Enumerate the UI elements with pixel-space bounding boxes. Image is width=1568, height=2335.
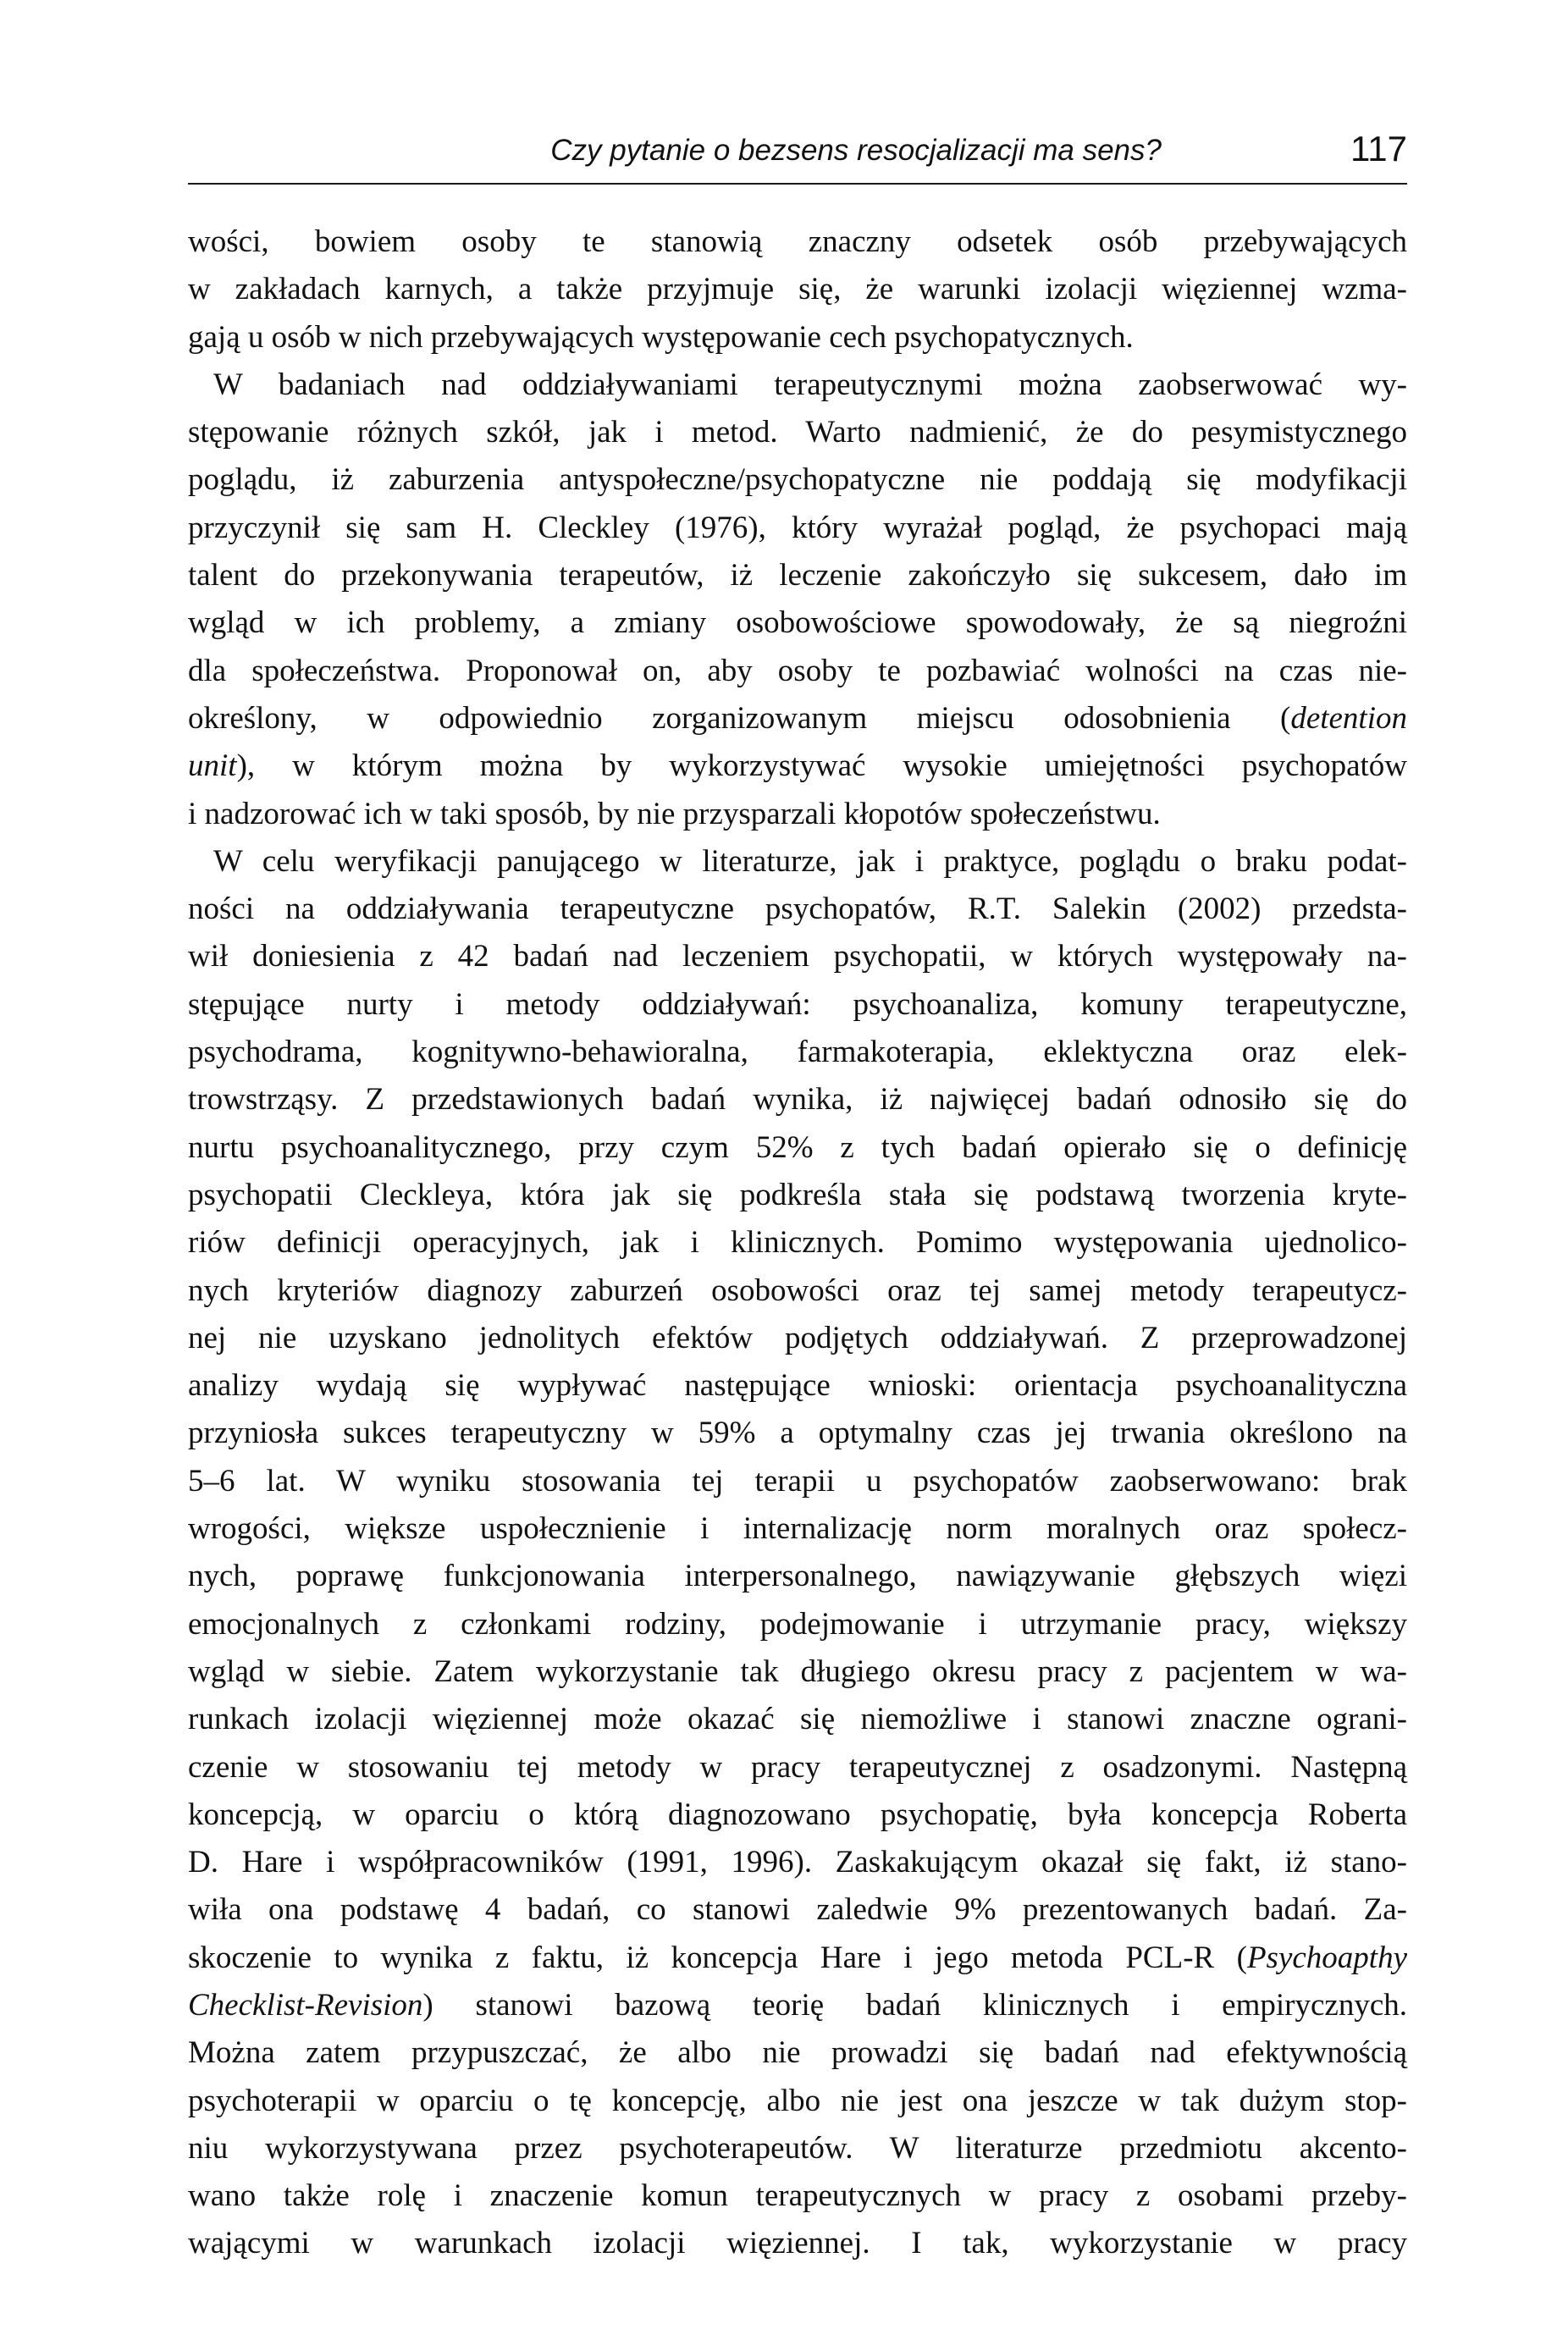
page-number: 117 [1350,129,1407,168]
text-line: emocjonalnych z członkami rodziny, podejmowanie i utrzymanie pracy, większy [188,1606,1407,1642]
text-line: nej nie uzyskano jednolitych efektów podjętych oddziaływań. Z przeprowadzonej [188,1320,1407,1355]
italic-term: detention [1290,700,1407,736]
text-line: wgląd w ich problemy, a zmiany osobowościowe spowodowały, że są niegroźni [188,605,1407,641]
italic-term: Checklist-Revision [188,1987,423,2023]
text-line: wości, bowiem osoby te stanowią znaczny odsetek osób przebywających [188,224,1407,259]
text-line: w zakładach karnych, a także przyjmuje się, że warunki izolacji więziennej wzma- [188,272,1407,307]
text-line: wiła ona podstawę 4 badań, co stanowi zaledwie 9% prezentowanych badań. Za- [188,1892,1407,1928]
text-line: riów definicji operacyjnych, jak i klinicznych. Pomimo występowania ujednolico- [188,1225,1407,1261]
text-line: niu wykorzystywana przez psychoterapeutów. W literaturze przedmiotu akcento- [188,2130,1407,2166]
running-header [188,129,1407,185]
text-line: 5–6 lat. W wyniku stosowania tej terapii u psychopatów zaobserwowano: brak [188,1463,1407,1499]
text-line: przyniosła sukces terapeutyczny w 59% a optymalny czas jej trwania określono na [188,1416,1407,1451]
text-line: stępujące nurty i metody oddziaływań: psychoanaliza, komuny terapeutyczne, [188,986,1407,1022]
text-line: W badaniach nad oddziaływaniami terapeutycznymi można zaobserwować wy- [213,367,1407,402]
italic-term: Psychoapthy [1246,1940,1407,1975]
text-line: koncepcją, w oparciu o którą diagnozowano psychopatię, była koncepcja Roberta [188,1797,1407,1832]
text-line: psychoterapii w oparciu o tę koncepcję, albo nie jest ona jeszcze w tak dużym stop- [188,2083,1407,2118]
text-line [188,1982,1407,2029]
text-line: psychodrama, kognitywno-behawioralna, farmakoterapia, eklektyczna oraz elek- [188,1035,1407,1070]
text-line: wrogości, większe uspołecznienie i internalizację norm moralnych oraz społecz- [188,1511,1407,1547]
text-line: analizy wydają się wypływać następujące wnioski: orientacja psychoanalityczna [188,1368,1407,1404]
text-segment: skoczenie to wynika z faktu, iż koncepcja Hare i jego metoda PCL-R ( [188,1940,1247,1975]
text-line [188,695,1407,742]
text-line: przyczynił się sam H. Cleckley (1976), który wyrażał pogląd, że psychopaci mają [188,510,1407,545]
body-text [188,218,1407,2268]
text-line [188,742,1407,790]
text-line: ności na oddziaływania terapeutyczne psychopatów, R.T. Salekin (2002) przedsta- [188,891,1407,927]
text-line: psychopatii Cleckleya, która jak się podkreśla stała się podstawą tworzenia kryte- [188,1177,1407,1212]
text-segment: określony, w odpowiednio zorganizowanym miejscu odosobnienia ( [188,700,1291,736]
text-segment: ) stanowi bazową teorię badań klinicznych i empirycznych. [422,1987,1407,2023]
text-line: nych, poprawę funkcjonowania interpersonalnego, nawiązywanie głębszych więzi [188,1559,1407,1594]
text-line: trowstrząsy. Z przedstawionych badań wynika, iż najwięcej badań odnosiło się do [188,1082,1407,1118]
text-segment: ), w którym można by wykorzystywać wysokie umiejętności psychopatów [236,748,1407,784]
text-line: talent do przekonywania terapeutów, iż leczenie zakończyło się sukcesem, dało im [188,558,1407,593]
running-title: Czy pytanie o bezsens resocjalizacji ma sens? [550,134,1162,167]
text-line: wił doniesienia z 42 badań nad leczeniem psychopatii, w których występowały na- [188,939,1407,974]
text-line [188,1935,1407,1982]
text-line: stępowanie różnych szkół, jak i metod. Warto nadmienić, że do pesymistycznego [188,415,1407,450]
text-line: Można zatem przypuszczać, że albo nie prowadzi się badań nad efektywnością [188,2035,1407,2071]
text-line: wającymi w warunkach izolacji więziennej. I tak, wykorzystanie w pracy [188,2226,1407,2261]
text-line: dla społeczeństwa. Proponował on, aby osoby te pozbawiać wolności na czas nie- [188,653,1407,688]
text-line: gają u osób w nich przebywających występowanie cech psychopatycznych. [188,319,1134,355]
text-line: W celu weryfikacji panującego w literaturze, jak i praktyce, poglądu o braku podat- [213,843,1407,879]
italic-term: unit [188,748,237,784]
text-line: nych kryteriów diagnozy zaburzeń osobowości oraz tej samej metody terapeutycz- [188,1272,1407,1308]
text-line: D. Hare i współpracowników (1991, 1996). Zaskakującym okazał się fakt, iż stano- [188,1845,1407,1880]
text-line: runkach izolacji więziennej może okazać się niemożliwe i stanowi znaczne ograni- [188,1702,1407,1737]
text-line: wano także rolę i znaczenie komun terapeutycznych w pracy z osobami przeby- [188,2178,1407,2214]
text-line: czenie w stosowaniu tej metody w pracy terapeutycznej z osadzonymi. Następną [188,1749,1407,1785]
text-line: nurtu psychoanalitycznego, przy czym 52% z tych badań opierało się o definicję [188,1129,1407,1165]
text-line: wgląd w siebie. Zatem wykorzystanie tak długiego okresu pracy z pacjentem w wa- [188,1653,1407,1689]
text-line: poglądu, iż zaburzenia antyspołeczne/psychopatyczne nie poddają się modyfikacji [188,462,1407,498]
text-line: i nadzorować ich w taki sposób, by nie przysparzali kłopotów społeczeństwu. [188,796,1161,831]
